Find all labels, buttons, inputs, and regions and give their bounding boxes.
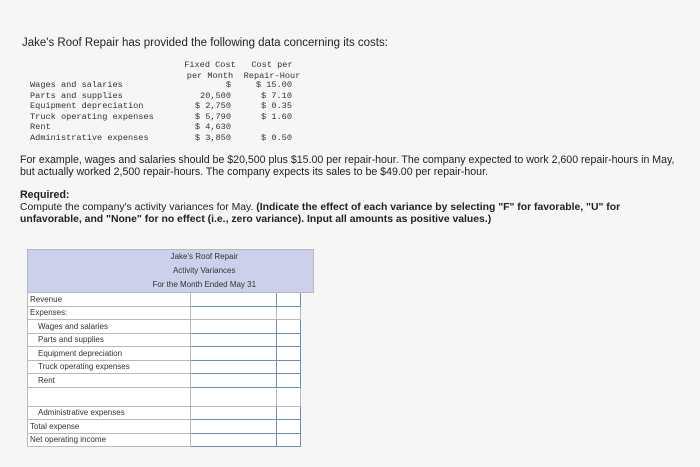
report-row (28, 320, 314, 334)
cost-row-fixed: $ 2,750 (194, 101, 231, 111)
variance-effect-select[interactable] (277, 374, 301, 388)
variance-effect-select[interactable] (277, 347, 301, 361)
report-row (28, 406, 314, 420)
report-row-label: Revenue (28, 293, 191, 307)
cost-row-fixed: $ 4,630 (194, 122, 231, 132)
cost-row-label: Administrative expenses (30, 132, 149, 143)
report-row-label: Rent (28, 374, 191, 388)
report-empty-cell (277, 387, 301, 406)
report-empty-cell (191, 306, 277, 320)
report-empty-cell (301, 320, 314, 334)
cost-row-fixed: $ 5,790 (194, 111, 231, 122)
header-variable-line1: Cost per (251, 60, 293, 70)
header-fixed-line2: per Month (186, 70, 234, 81)
report-row-label: Truck operating expenses (28, 360, 191, 374)
example-paragraph: For example, wages and salaries should be $20,500 plus $15.00 per repair-hour. The company expected to work 2,600 repair-hours in May, but actually worked 2,500 repair-hours. The company expects its sales to be $49.00 per repair-hour. (20, 154, 675, 179)
variance-effect-select[interactable] (277, 333, 301, 347)
report-row-label: Total expense (28, 420, 191, 434)
header-variable-line2: Repair-Hour (243, 70, 301, 81)
report-row-label: Wages and salaries (28, 320, 191, 334)
required-text (20, 202, 680, 227)
cost-row-label: Rent (30, 122, 51, 132)
cost-row-variable: $ 7.10 (261, 90, 292, 101)
variance-amount-input[interactable] (191, 347, 277, 361)
report-row (28, 387, 314, 406)
report-row-label (28, 387, 191, 406)
variance-amount-input[interactable] (191, 374, 277, 388)
variance-effect-select[interactable] (277, 360, 301, 374)
cost-row-variable: $ 0.35 (261, 101, 292, 111)
report-empty-cell (301, 333, 314, 347)
variance-effect-select[interactable] (277, 320, 301, 334)
report-empty-cell (301, 360, 314, 374)
intro-text: Jake's Roof Repair has provided the following data concerning its costs: (22, 37, 388, 49)
report-empty-cell (301, 406, 314, 420)
cost-row-variable: $ 15.00 (255, 80, 292, 90)
variance-amount-input[interactable] (191, 293, 277, 307)
report-company: Jake's Roof Repair (170, 252, 238, 261)
cost-row-variable: $ 0.50 (261, 132, 292, 143)
header-variable (242, 60, 302, 81)
report-row (28, 420, 314, 434)
report-empty-cell (191, 387, 277, 406)
variance-effect-select[interactable] (277, 433, 301, 447)
report-row-label: Administrative expenses (28, 406, 191, 420)
cost-row-label: Equipment depreciation (30, 101, 144, 111)
variance-amount-input[interactable] (191, 320, 277, 334)
cost-row-label: Truck operating expenses (30, 111, 154, 122)
report-row (28, 333, 314, 347)
report-row (28, 306, 314, 320)
report-row (28, 347, 314, 361)
report-row (28, 374, 314, 388)
activity-variance-report (27, 249, 314, 447)
header-fixed-line1: Fixed Cost (184, 60, 236, 70)
variance-amount-input[interactable] (191, 333, 277, 347)
report-empty-cell (301, 347, 314, 361)
cost-row-label: Wages and salaries (30, 80, 123, 90)
cost-row-fixed: $ 20,500 (200, 80, 231, 101)
variance-effect-select[interactable] (277, 293, 301, 307)
variance-effect-select[interactable] (277, 406, 301, 420)
variance-amount-input[interactable] (191, 433, 277, 447)
required-heading: Required: (20, 189, 70, 201)
report-row (28, 360, 314, 374)
variance-effect-select[interactable] (277, 420, 301, 434)
report-row (28, 433, 314, 447)
report-row-label: Equipment depreciation (28, 347, 191, 361)
report-empty-cell (301, 433, 314, 447)
header-fixed (180, 60, 240, 81)
required-instruction: Compute the company's activity variances for May. (20, 202, 254, 213)
report-empty-cell (277, 306, 301, 320)
variance-amount-input[interactable] (191, 360, 277, 374)
report-empty-cell (301, 374, 314, 388)
variance-amount-input[interactable] (191, 420, 277, 434)
required-note: (Indicate the effect of each variance by selecting "F" for favorable, "U" for unfavorable, and "None" for no effect (i.e., zero variance). Input all amounts as positive values.) (20, 202, 621, 226)
report-name: Activity Variances (172, 266, 236, 275)
report-title (28, 250, 314, 293)
report-empty-cell (301, 306, 314, 320)
cost-row-variable: $ 1.60 (261, 111, 292, 122)
report-row-label: Expenses: (28, 306, 191, 320)
cost-row-fixed: $ 3,850 (194, 132, 231, 143)
report-row-label: Net operating income (28, 433, 191, 447)
report-empty-cell (301, 293, 314, 307)
report-period: For the Month Ended May 31 (152, 280, 257, 289)
cost-row-label: Parts and supplies (30, 90, 123, 101)
report-row (28, 293, 314, 307)
report-empty-cell (301, 420, 314, 434)
variance-amount-input[interactable] (191, 406, 277, 420)
report-row-label: Parts and supplies (28, 333, 191, 347)
report-empty-cell (301, 387, 314, 406)
